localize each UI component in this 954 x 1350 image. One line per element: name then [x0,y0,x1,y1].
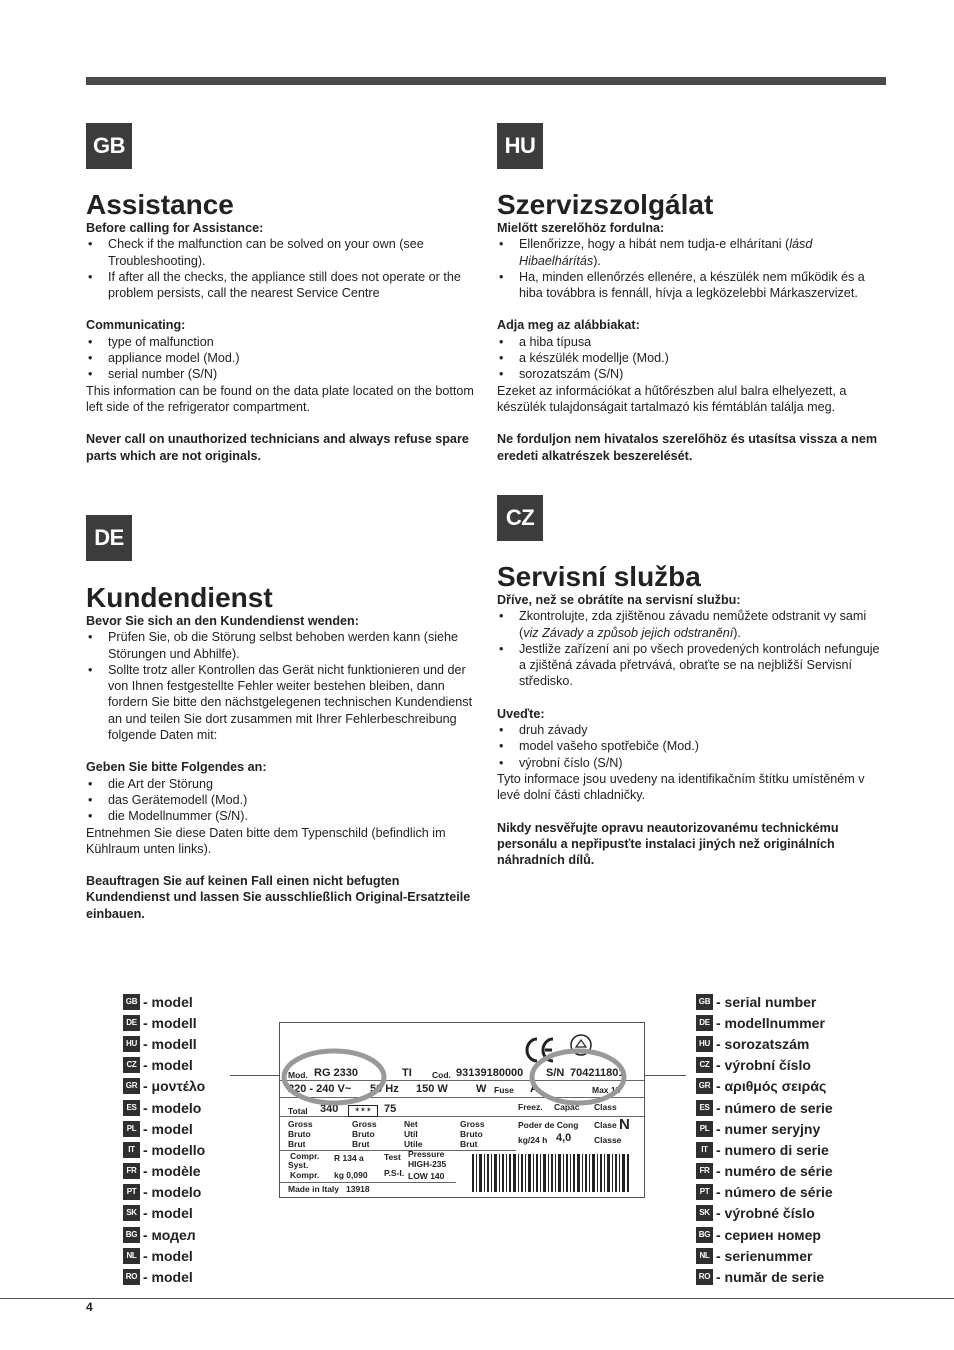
before-heading: Dříve, než se obrátíte na servisní službu: [497,593,741,607]
mod-value: RG 2330 [314,1067,359,1079]
list-item: • a készülék modellje (Mod.) [497,350,889,366]
clase-label: Clase [594,1120,617,1130]
syst-label: Syst. [288,1160,309,1170]
section-hu [497,123,889,464]
cod-label: Cod. [432,1070,451,1080]
label-text: - модел [143,1226,196,1243]
serial-label-row [696,1161,833,1182]
lang-badge: PT [696,1184,713,1200]
plate-rule [280,1116,644,1117]
label-text: - αριθμός σειράς [716,1078,827,1095]
before-heading: Mielőtt szerelőhöz fordulna: [497,221,665,235]
cod-value: 93139180000 [456,1067,524,1079]
item-text: Zkontrolujte, zda zjištěnou závadu nemůžete odstranit vy sami ( [519,609,867,640]
label-text: - model [143,1205,193,1222]
lang-badge: SK [696,1205,713,1221]
serial-labels [696,991,833,1288]
section-cz [497,495,889,868]
model-label-row [123,1055,205,1076]
capac-label: Capac [554,1102,580,1112]
model-label-row [123,1139,205,1160]
lang-badge: CZ [696,1057,713,1073]
model-label-row [123,1118,205,1139]
label-text: - výrobné číslo [716,1205,815,1222]
info-text: Ezeket az információkat a hűtőrészben alul balra elhelyezett, a készülék tulajdonságait tartalmazó kis fémtáblán találja meg. [497,383,847,414]
serial-label-row [696,1139,833,1160]
label-text: - serienummer [716,1247,813,1264]
poder-label: Poder de Cong [518,1120,579,1130]
test-label: Test [384,1152,401,1162]
section-title: Assistance [86,189,234,220]
model-label-row [123,1012,205,1033]
info-text: This information can be found on the data plate located on the bottom left side of the refrigerator compartment. [86,383,474,414]
list-item: • serial number (S/N) [86,366,478,382]
lang-badge: ES [123,1100,140,1116]
label-text: - modell [143,1035,197,1052]
badge-gb: GB [86,123,132,169]
label-text: - model [143,1269,193,1286]
label-text: - modellnummer [716,1014,825,1031]
utile-label: Utile [404,1139,423,1149]
gross-label: Gross [288,1119,313,1129]
lang-badge: ES [696,1100,713,1116]
section-de [86,515,478,922]
serial-label-row [696,1118,833,1139]
section-title: Servisní služba [497,561,701,592]
model-labels [123,991,205,1288]
item-text: Ellenőrizze, hogy a hibát nem tudja-e elhárítani ( [519,237,790,252]
model-label-row [123,1245,205,1266]
comm-list [86,334,478,383]
warning-text: Never call on unauthorized technicians and always refuse spare parts which are not originals. [86,432,469,463]
label-text: - modelo [143,1184,202,1201]
sn-label: S/N [546,1067,565,1079]
lang-badge: IT [123,1142,140,1158]
serial-label-row [696,1224,833,1245]
label-text: - modèle [143,1163,201,1180]
label-text: - numéro de série [716,1163,833,1180]
lang-badge: RO [696,1269,713,1285]
comm-heading: Adja meg az alábbiakat: [497,318,640,333]
psi-label: P.S-I. [384,1168,405,1178]
serial-label-row [696,1076,833,1097]
list-item: • druh závady [497,722,889,738]
list-item: • appliance model (Mod.) [86,350,478,366]
serial-label-row [696,1182,833,1203]
warning-text: Nikdy nesvěřujte opravu neautorizovanému technickému personálu a nepřipusťte instalaci jiných než originálních náhradních dílů. [497,820,839,868]
hz-value: 50 Hz [370,1083,399,1095]
list-item: • výrobní číslo (S/N) [497,755,889,771]
lang-badge: BG [696,1227,713,1243]
label-text: - serial number [716,993,817,1010]
brut-label: Brut [460,1139,478,1149]
comm-heading: Uveďte: [497,706,545,721]
label-text: - numer seryjny [716,1120,821,1137]
lang-badge: FR [696,1163,713,1179]
mod-label: Mod. [288,1070,308,1080]
kg24-label: kg/24 h [518,1135,548,1145]
refrigerant-value: R 134 a [334,1153,364,1163]
info-text: Entnehmen Sie diese Daten bitte dem Typenschild (befindlich im Kühlraum unten links). [86,825,446,856]
w-unit: W [476,1083,487,1095]
capacity-value: 75 [384,1103,397,1115]
lang-badge: HU [696,1036,713,1052]
label-text: - número de série [716,1184,833,1201]
list-item: • die Art der Störung [86,776,478,792]
comm-heading: Communicating: [86,318,186,333]
lang-badge: DE [123,1015,140,1031]
warning-text: Beauftragen Sie auf keinen Fall einen nicht befugten Kundendienst und lassen Sie ausschließlich Original-Ersatzteile einbauen. [86,874,471,921]
comm-list [497,334,889,383]
label-text: - model [143,993,193,1010]
label-text: - număr de serie [716,1269,825,1286]
list-item: • das Gerätemodell (Mod.) [86,792,478,808]
model-label-row [123,1224,205,1245]
lang-badge: CZ [123,1057,140,1073]
before-list [497,608,889,689]
label-text: - número de serie [716,1099,833,1116]
bruto-label: Bruto [288,1129,311,1139]
list-item: • Check if the malfunction can be solved on your own (see Troubleshooting). [86,236,478,269]
badge-hu: HU [497,123,543,169]
serial-label-row [696,1033,833,1054]
lang-badge: BG [123,1227,140,1243]
total-value: 340 [320,1103,339,1115]
list-item: • die Modellnummer (S/N). [86,808,478,824]
section-gb [86,123,478,464]
brut-label: Brut [352,1139,370,1149]
bruto-label: Bruto [352,1129,375,1139]
serial-label-row [696,1203,833,1224]
plate-rule [280,1182,456,1183]
class-label: Class [594,1102,617,1112]
lang-badge: NL [696,1248,713,1264]
list-item: • If after all the checks, the appliance still does not operate or the problem persists, call the nearest Service Centre [86,269,478,302]
item-reference: viz Závady a způsob jejich odstranění [523,625,734,640]
model-label-row [123,1266,205,1287]
sn-value: 704211801 [570,1067,625,1079]
model-label-row [123,1097,205,1118]
util-label: Util [404,1129,418,1139]
made-code: 13918 [346,1184,370,1194]
before-heading: Before calling for Assistance: [86,221,264,235]
serial-label-row [696,1245,833,1266]
serial-label-row [696,1097,833,1118]
kompr-label: Kompr. [290,1170,320,1180]
label-text: - model [143,1057,193,1074]
brut-label: Brut [288,1139,306,1149]
comm-list [497,722,889,771]
before-heading: Bevor Sie sich an den Kundendienst wenden: [86,614,359,628]
total-label: Total [288,1106,308,1116]
lang-badge: DE [696,1015,713,1031]
warning-text: Ne forduljon nem hivatalos szerelőhöz és utasítsa vissza a nem eredeti alkatrészek beszerelését. [497,432,878,463]
net-label: Net [404,1119,418,1129]
pressure-label: Pressure [408,1149,445,1159]
before-list [497,236,889,301]
freez-label: Freez. [518,1102,543,1112]
list-item: • a hiba típusa [497,334,889,350]
serial-label-row [696,1055,833,1076]
label-text: - modelo [143,1099,202,1116]
info-text: Tyto informace jsou uvedeny na identifikačním štítku umístěném v levé dolní části chladničky. [497,771,865,803]
label-text: - model [143,1247,193,1264]
list-item [497,608,889,641]
list-item: • type of malfunction [86,334,478,350]
serial-label-row [696,991,833,1012]
fuse-label: Fuse [494,1085,514,1095]
label-text: - sorozatszám [716,1035,810,1052]
list-item: • model vašeho spotřebiče (Mod.) [497,738,889,754]
classe-label: Classe [594,1135,622,1145]
gross-label: Gross [352,1119,377,1129]
before-list [86,629,478,743]
badge-de: DE [86,515,132,561]
badge-cz: CZ [497,495,543,541]
lang-badge: PT [123,1184,140,1200]
lang-badge: PL [123,1121,140,1137]
lang-badge: GR [696,1078,713,1094]
model-label-row [123,1161,205,1182]
lang-badge: FR [123,1163,140,1179]
model-label-row [123,1076,205,1097]
before-list [86,236,478,301]
highlight-ovals [280,1033,644,1113]
comm-heading: Geben Sie bitte Folgendes an: [86,760,267,775]
lang-badge: NL [123,1248,140,1264]
comm-list [86,776,478,825]
lang-badge: GB [123,994,140,1010]
lang-badge: IT [696,1142,713,1158]
item-text-end: ). [733,625,741,640]
model-label-row [123,1182,205,1203]
model-label-row [123,991,205,1012]
star-rating-icon: ✶✶✶ [348,1105,378,1117]
serial-label-row [696,1266,833,1287]
model-label-row [123,1033,205,1054]
compr-label: Compr. [290,1151,320,1161]
item-reference: lásd Hibaelhárítás [519,237,813,268]
section-title: Szervizszolgálat [497,189,714,220]
amp-unit: A [530,1083,538,1095]
freezing-capacity-value: 4,0 [556,1132,572,1144]
label-text: - numero di serie [716,1141,829,1158]
footer-rule [0,1298,954,1299]
label-text: - výrobní číslo [716,1057,811,1074]
section-title: Kundendienst [86,582,273,613]
label-text: - modell [143,1014,197,1031]
list-item [497,236,889,269]
gross-label: Gross [460,1119,485,1129]
list-item: • Ha, minden ellenőrzés ellenére, a készülék nem működik és a hiba továbbra is fennáll, hívja a legközelebbi Márkaszervizet. [497,269,889,302]
model-label-row [123,1203,205,1224]
made-in-label: Made in Italy [288,1184,340,1194]
pressure-low: LOW 140 [408,1171,445,1181]
page-number: 4 [86,1300,93,1314]
lang-badge: GB [696,994,713,1010]
lang-badge: PL [696,1121,713,1137]
list-item: • Jestliže zařízení ani po všech provedených kontrolách nefunguje a zjištěná závada přetrvává, obraťte se na nejbližší Servisní středisko. [497,641,889,690]
label-text: - сериен номер [716,1226,821,1243]
label-text: - μοντέλο [143,1078,206,1095]
barcode-icon [472,1154,632,1192]
label-text: - model [143,1120,193,1137]
item-text-end: ). [593,253,601,268]
serial-label-row [696,1012,833,1033]
ti-label: TI [402,1067,412,1079]
bruto-label: Bruto [460,1129,483,1139]
label-text: - modello [143,1141,206,1158]
lang-badge: RO [123,1269,140,1285]
max-value: Max 15 [592,1085,621,1095]
list-item: • Prüfen Sie, ob die Störung selbst behoben werden kann (siehe Störungen und Abhilfe). [86,629,478,662]
top-bar [86,77,886,85]
list-item: • sorozatszám (S/N) [497,366,889,382]
list-item: • Sollte trotz aller Kontrollen das Gerät nicht funktionieren und der von Ihnen festgestellte Fehler weiter bestehen bleiben, dann fordern Sie bitte den nächstgelegenen technischen Kundendienst an und teilen Sie dort zusammen mit Ihrer Fehlerbeschreibung folgende Daten mit: [86,662,478,743]
refrigerant-weight: kg 0,090 [334,1170,368,1180]
climate-class-value: N [619,1116,630,1133]
lang-badge: HU [123,1036,140,1052]
voltage-value: 220 - 240 V~ [288,1083,352,1095]
pressure-high: HIGH-235 [408,1159,447,1169]
watt-value: 150 W [416,1083,448,1095]
data-plate [279,1022,645,1198]
lang-badge: GR [123,1078,140,1094]
lang-badge: SK [123,1205,140,1221]
